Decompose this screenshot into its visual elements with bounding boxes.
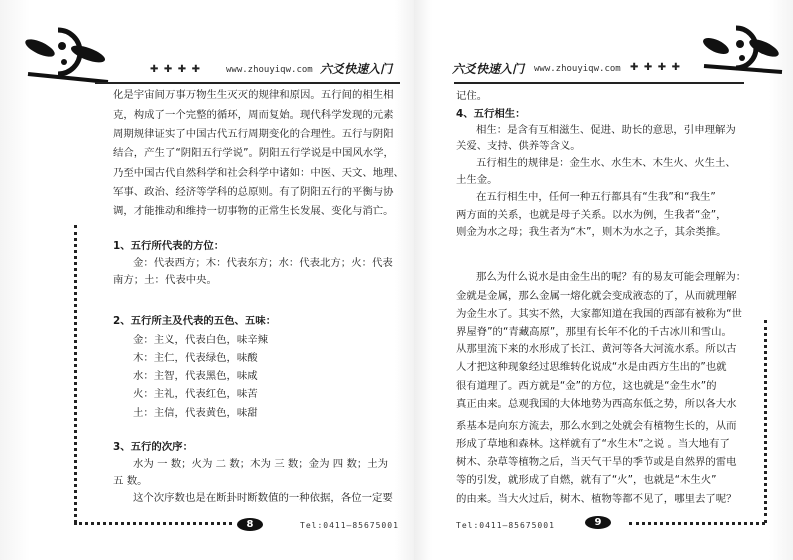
text-line: 化是宇宙间万事万物生生灭灭的规律和原因。五行间的相生相 bbox=[113, 89, 394, 101]
text-line: 树木、杂草等植物之后，当天气干旱的季节或是自然界的雷电 bbox=[456, 456, 737, 468]
text-line: 的由来。当大火过后，树木、植物等都不见了，哪里去了呢？ bbox=[456, 493, 737, 505]
right-page bbox=[414, 0, 793, 560]
footer-tel: Tel:0411—85675001 bbox=[300, 521, 399, 530]
text-line: 五行相生的规律是：金生水、水生木、木生火、火生土、 bbox=[476, 157, 736, 169]
text-line: 土生金。 bbox=[456, 174, 498, 186]
text-line: 金：代表西方；木：代表东方；水：代表北方；火：代表 bbox=[133, 257, 393, 269]
text-line: 乃至中国古代自然科学和社会科学中诸如：中医、天文、地理、 bbox=[113, 167, 404, 179]
header-url: www.zhouyiqw.com bbox=[226, 65, 313, 75]
text-line: 周期规律证实了中国古代五行周期变化的合理性。五行与阴阳 bbox=[113, 128, 394, 140]
list-item: 水：主智，代表黑色，味咸 bbox=[133, 370, 258, 382]
section-heading: 3、五行的次序： bbox=[113, 441, 193, 453]
header-url: www.zhouyiqw.com bbox=[534, 64, 621, 74]
border-dotted-vertical bbox=[74, 225, 77, 523]
logo-icon bbox=[696, 10, 786, 80]
text-line: 两方面的关系，也就是母子关系。以水为例，生我者“金”， bbox=[456, 209, 727, 221]
page-number: 9 bbox=[585, 516, 611, 529]
text-line: 结合，产生了“阴阳五行学说”。阴阳五行学说是中国风水学， bbox=[113, 147, 394, 159]
text-line: 水为 一 数；火为 二 数；木为 三 数；金为 四 数；土为 bbox=[133, 458, 389, 470]
text-line: 克，构成了一个完整的循环，周而复始。现代科学发现的元素 bbox=[113, 109, 394, 121]
border-dotted-horizontal bbox=[74, 522, 232, 525]
text-line: 记住。 bbox=[456, 90, 488, 102]
logo-icon bbox=[18, 8, 113, 86]
text-line: 相生：是含有互相滋生、促进、助长的意思，引申理解为 bbox=[476, 124, 736, 136]
page-number: 8 bbox=[237, 518, 263, 531]
header-rule bbox=[95, 82, 400, 84]
text-line: 人才把这种现象经过思维转化说成“水是由西方生出的”也就 bbox=[456, 361, 727, 373]
text-line: 系基本是向东方流去，那么水到之处就会有植物生长的，从而 bbox=[456, 420, 737, 432]
section-heading: 1、五行所代表的方位： bbox=[113, 240, 225, 252]
list-item: 金：主义，代表白色，味辛辣 bbox=[133, 334, 269, 346]
text-line: 很有道理了。西方就是“金”的方位，这也就是“金生水”的 bbox=[456, 380, 717, 392]
text-line: 界屋脊”的“青藏高原”，那里有长年不化的千古冰川和雪山。 bbox=[456, 326, 732, 338]
text-line: 等的引发，就形成了自燃，就有了“火”，也就是“木生火” bbox=[456, 474, 717, 486]
text-line: 南方；土：代表中央。 bbox=[113, 274, 217, 286]
text-line: 形成了草地和森林。这样就有了“水生木”之说 。当大地有了 bbox=[456, 438, 730, 450]
header-rule bbox=[454, 82, 744, 84]
ornament-crosses: ✚ ✚ ✚ ✚ bbox=[630, 62, 681, 73]
text-line: 这个次序数也是在断卦时断数值的一种依据，各位一定要 bbox=[133, 492, 393, 504]
ornament-crosses: ✚ ✚ ✚ ✚ bbox=[150, 64, 201, 75]
text-line: 从那里流下来的水形成了长江、黄河等各大河流水系。所以古 bbox=[456, 343, 737, 355]
text-line: 那么为什么说水是由金生出的呢？有的易友可能会理解为： bbox=[476, 271, 747, 283]
section-heading: 4、五行相生： bbox=[456, 108, 526, 120]
text-line: 金就是金属，那么金属一熔化就会变成液态的了，从而就理解 bbox=[456, 290, 737, 302]
border-dotted-horizontal bbox=[629, 522, 765, 525]
list-item: 火：主礼，代表红色，味苦 bbox=[133, 388, 258, 400]
text-line: 五 数。 bbox=[113, 475, 148, 487]
text-line: 军事、政治、经济等学科的总原则。有了阴阳五行的平衡与协 bbox=[113, 186, 394, 198]
list-item: 木：主仁，代表绿色，味酸 bbox=[133, 352, 258, 364]
section-heading: 2、五行所主及代表的五色、五味： bbox=[113, 315, 277, 327]
header-book-title: 六爻快速入门 bbox=[320, 62, 393, 76]
footer-tel: Tel:0411—85675001 bbox=[456, 521, 555, 530]
text-line: 为金生水了。其实不然，大家都知道在我国的西部有被称为“世 bbox=[456, 308, 742, 320]
text-line: 真正由来。总观我国的大体地势为西高东低之势，所以各大水 bbox=[456, 398, 737, 410]
border-dotted-vertical bbox=[764, 320, 767, 523]
text-line: 关爱、支持、供养等含义。 bbox=[456, 140, 581, 152]
text-line: 则金为水之母；我生者为“木”，则木为水之子，其余类推。 bbox=[456, 226, 727, 238]
list-item: 土：主信，代表黄色，味甜 bbox=[133, 407, 258, 419]
header-book-title: 六爻快速入门 bbox=[452, 62, 525, 76]
text-line: 调，才能推动和维持一切事物的正常生长发展、变化与消亡。 bbox=[113, 205, 394, 217]
text-line: 在五行相生中，任何一种五行都具有“生我”和“我生” bbox=[476, 191, 716, 203]
